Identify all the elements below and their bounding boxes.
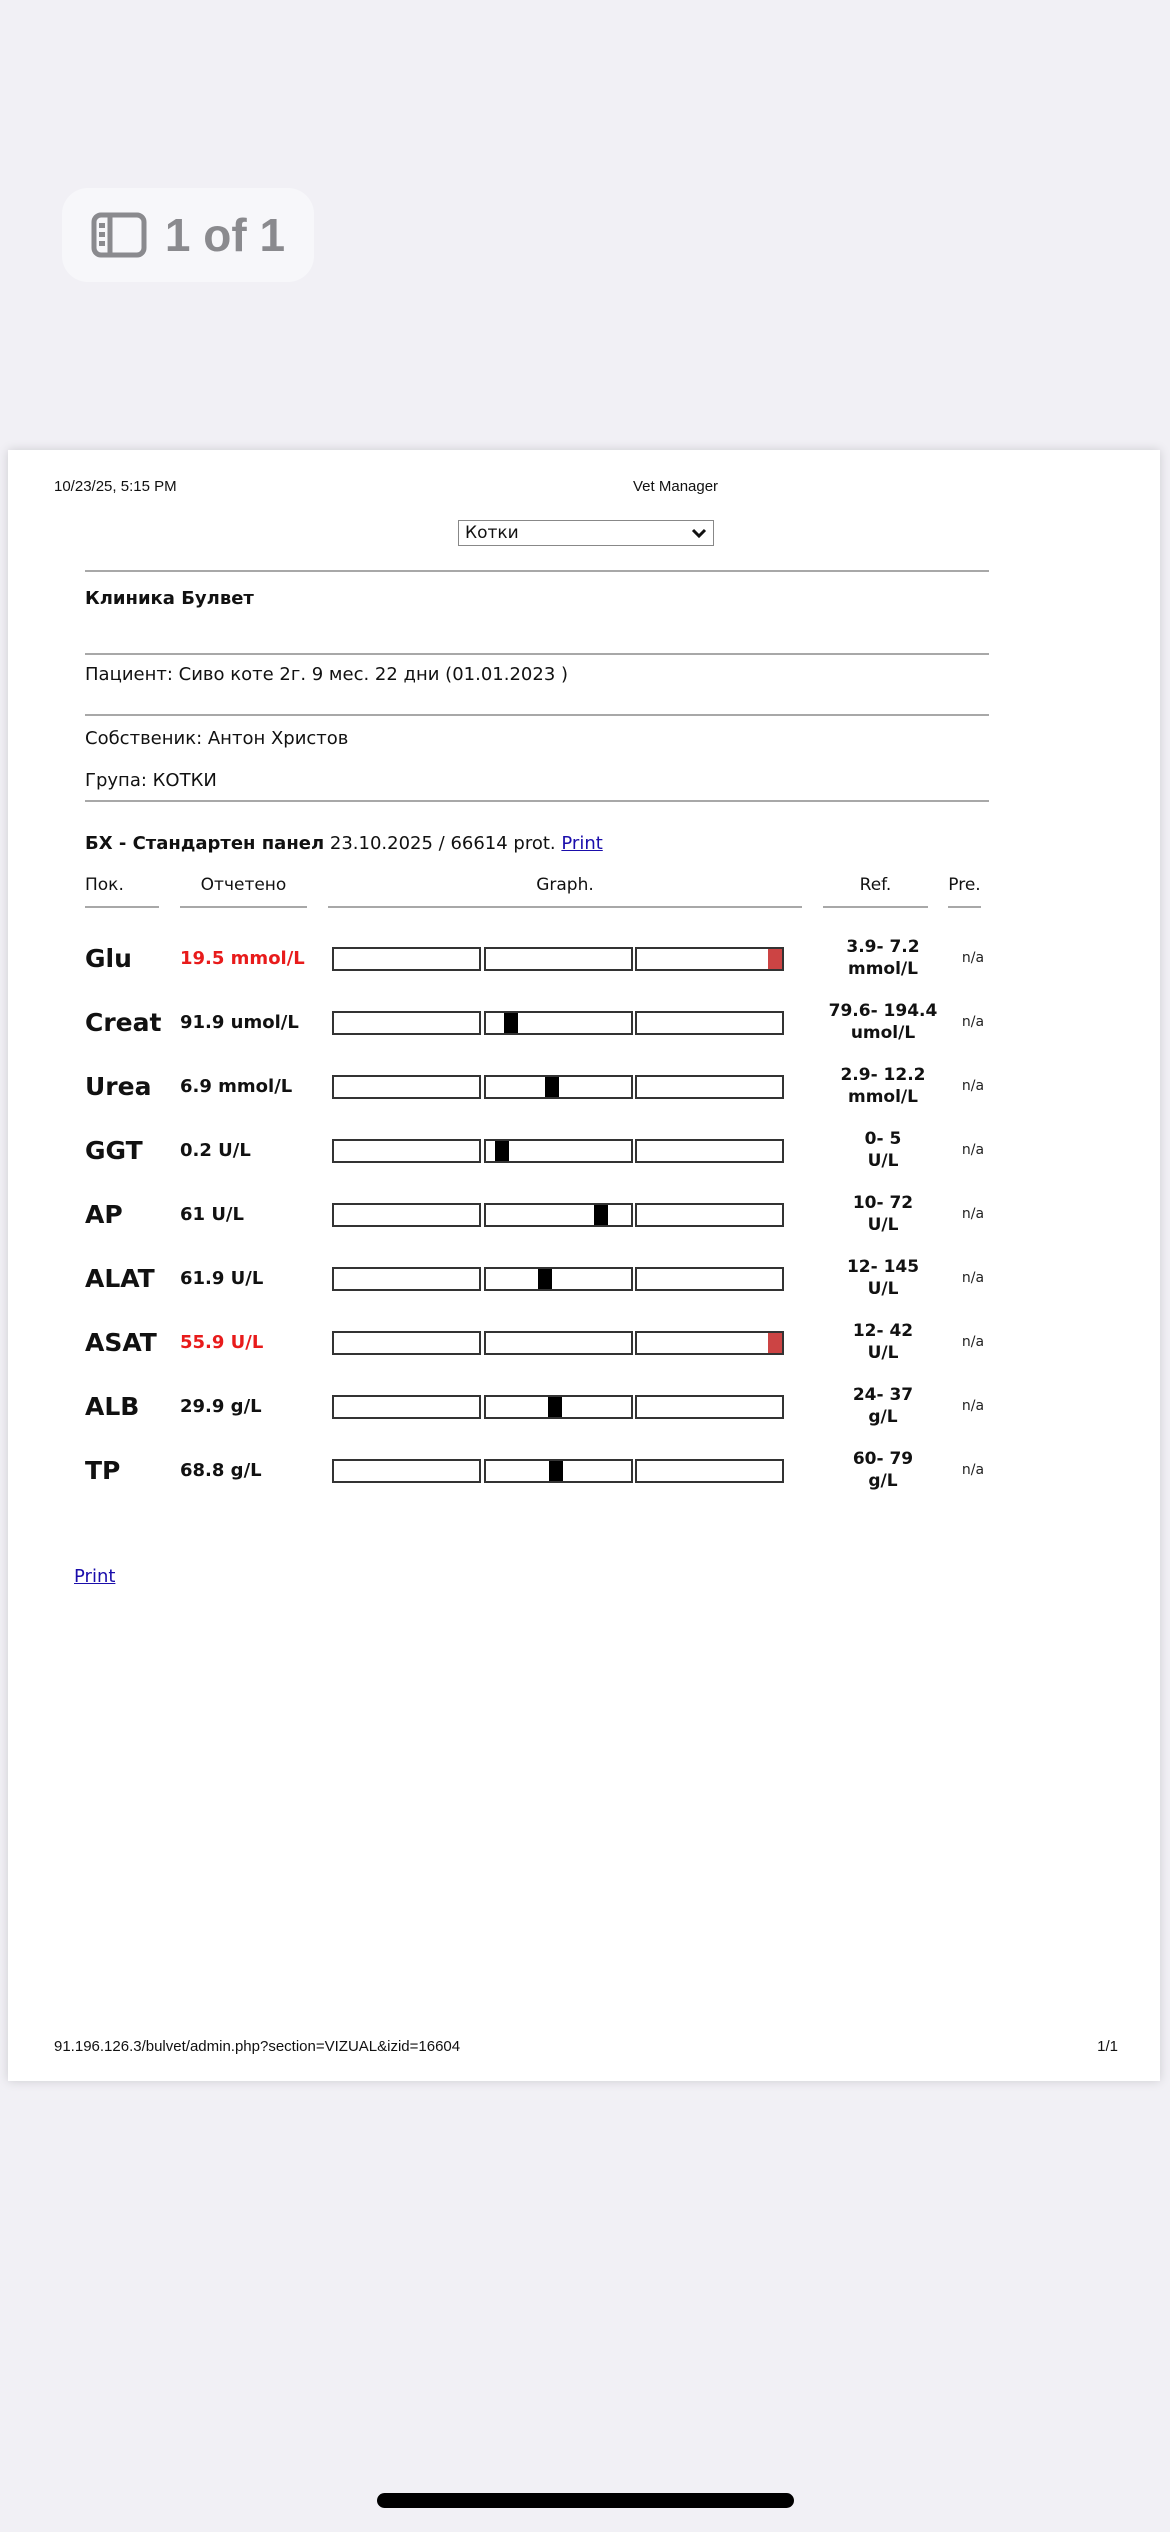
home-indicator[interactable]	[377, 2493, 794, 2508]
graph-high-box	[635, 1075, 784, 1099]
result-value: 61.9 U/L	[180, 1268, 264, 1289]
print-footer-page: 1/1	[1097, 2038, 1118, 2055]
previous-value: n/a	[961, 1398, 985, 1414]
graph-low-box	[332, 1203, 481, 1227]
result-value: 91.9 umol/L	[180, 1012, 299, 1033]
value-marker	[549, 1461, 563, 1481]
indicator-name: ASAT	[85, 1328, 157, 1357]
graph-normal-box	[484, 1011, 633, 1035]
reference-range	[818, 1192, 948, 1236]
column-underline	[180, 906, 307, 908]
reference-range	[818, 1320, 948, 1364]
value-marker	[538, 1269, 552, 1289]
result-value: 61 U/L	[180, 1204, 244, 1225]
indicator-name: TP	[85, 1456, 121, 1485]
reference-range-values: 10- 72	[852, 1193, 914, 1213]
reference-range-values: 3.9- 7.2	[846, 937, 920, 957]
reference-range	[818, 936, 948, 980]
column-underline	[328, 906, 802, 908]
reference-range-unit: mmol/L	[848, 1087, 918, 1107]
reference-range-unit: U/L	[867, 1151, 899, 1171]
species-select-value: Котки	[465, 523, 519, 543]
previous-value: n/a	[961, 1206, 985, 1222]
table-row	[8, 930, 1160, 994]
graph-high-box	[635, 1011, 784, 1035]
column-header-ref: Ref.	[859, 875, 892, 895]
graph-high-box	[635, 1267, 784, 1291]
table-row	[8, 1058, 1160, 1122]
graph-low-box	[332, 1459, 481, 1483]
species-select[interactable]	[458, 520, 714, 546]
graph-high-box	[635, 1139, 784, 1163]
graph-normal-box	[484, 1395, 633, 1419]
graph-low-box	[332, 1395, 481, 1419]
graph-low-box	[332, 1331, 481, 1355]
owner-info: Собственик: Антон Христов	[85, 728, 349, 749]
patient-info: Пациент: Сиво коте 2г. 9 мес. 22 дни (01.01.2023 )	[85, 664, 569, 685]
previous-value: n/a	[961, 1334, 985, 1350]
table-row	[8, 994, 1160, 1058]
previous-value: n/a	[961, 1078, 985, 1094]
indicator-name: ALAT	[85, 1264, 155, 1293]
indicator-name: Glu	[85, 944, 132, 973]
reference-range-values: 24- 37	[852, 1385, 914, 1405]
value-marker	[548, 1397, 562, 1417]
panel-title: БХ - Стандартен панел	[85, 833, 325, 854]
column-header-pre: Pre.	[948, 875, 981, 895]
indicator-name: ALB	[85, 1392, 140, 1421]
reference-range	[818, 1000, 948, 1044]
graph-high-box	[635, 947, 784, 971]
divider	[85, 570, 989, 572]
indicator-name: GGT	[85, 1136, 143, 1165]
column-underline	[85, 906, 159, 908]
result-value: 29.9 g/L	[180, 1396, 262, 1417]
graph-high-box	[635, 1331, 784, 1355]
bottom-print-link[interactable]: Print	[74, 1566, 116, 1587]
graph-normal-box	[484, 1267, 633, 1291]
reference-range-values: 12- 145	[846, 1257, 920, 1277]
page-indicator[interactable]	[62, 188, 314, 282]
divider	[85, 800, 989, 802]
column-underline	[823, 906, 928, 908]
graph-low-box	[332, 1075, 481, 1099]
graph-low-box	[332, 1267, 481, 1291]
graph-low-box	[332, 1011, 481, 1035]
previous-value: n/a	[961, 1270, 985, 1286]
graph-low-box	[332, 1139, 481, 1163]
value-marker	[495, 1141, 509, 1161]
reference-range	[818, 1448, 948, 1492]
graph-normal-box	[484, 1139, 633, 1163]
column-header-result: Отчетено	[200, 875, 287, 895]
print-datetime: 10/23/25, 5:15 PM	[54, 478, 177, 495]
chevron-down-icon	[691, 527, 707, 539]
indicator-name: AP	[85, 1200, 123, 1229]
previous-value: n/a	[961, 950, 985, 966]
reference-range-values: 2.9- 12.2	[840, 1065, 926, 1085]
result-value: 6.9 mmol/L	[180, 1076, 293, 1097]
result-value: 0.2 U/L	[180, 1140, 251, 1161]
reference-range-values: 12- 42	[852, 1321, 914, 1341]
graph-normal-box	[484, 947, 633, 971]
sidebar-icon	[91, 212, 147, 258]
graph-normal-box	[484, 1331, 633, 1355]
value-marker	[545, 1077, 559, 1097]
reference-range	[818, 1384, 948, 1428]
table-row	[8, 1314, 1160, 1378]
indicator-name: Creat	[85, 1008, 162, 1037]
graph-high-box	[635, 1203, 784, 1227]
reference-range	[818, 1128, 948, 1172]
reference-range	[818, 1064, 948, 1108]
value-marker	[504, 1013, 518, 1033]
clinic-name: Клиника Булвет	[85, 588, 254, 609]
graph-normal-box	[484, 1459, 633, 1483]
panel-print-link[interactable]: Print	[561, 833, 603, 854]
table-row	[8, 1378, 1160, 1442]
panel-info: 23.10.2025 / 66614 prot.	[324, 833, 562, 854]
previous-value: n/a	[961, 1014, 985, 1030]
result-value: 68.8 g/L	[180, 1460, 262, 1481]
divider	[85, 714, 989, 716]
group-info: Група: КОТКИ	[85, 770, 217, 791]
graph-low-box	[332, 947, 481, 971]
reference-range-unit: mmol/L	[848, 959, 918, 979]
panel-heading	[85, 833, 603, 854]
reference-range-unit: g/L	[868, 1471, 898, 1491]
previous-value: n/a	[961, 1462, 985, 1478]
reference-range	[818, 1256, 948, 1300]
table-row	[8, 1442, 1160, 1506]
reference-range-values: 60- 79	[852, 1449, 914, 1469]
graph-normal-box	[484, 1075, 633, 1099]
column-underline	[948, 906, 981, 908]
column-header-graph: Graph.	[536, 875, 594, 895]
print-footer-url: 91.196.126.3/bulvet/admin.php?section=VIZUAL&izid=16604	[54, 2038, 461, 2055]
value-marker	[594, 1205, 608, 1225]
result-value: 19.5 mmol/L	[180, 948, 305, 969]
reference-range-values: 0- 5	[864, 1129, 902, 1149]
reference-range-unit: umol/L	[850, 1023, 916, 1043]
previous-value: n/a	[961, 1142, 985, 1158]
column-header-indicator: Пок.	[85, 875, 124, 895]
value-marker	[768, 949, 782, 969]
indicator-name: Urea	[85, 1072, 152, 1101]
table-row	[8, 1250, 1160, 1314]
result-value: 55.9 U/L	[180, 1332, 264, 1353]
print-title: Vet Manager	[633, 478, 719, 495]
printed-page	[8, 450, 1160, 2081]
divider	[85, 653, 989, 655]
graph-high-box	[635, 1459, 784, 1483]
graph-high-box	[635, 1395, 784, 1419]
reference-range-unit: g/L	[868, 1407, 898, 1427]
value-marker	[768, 1333, 782, 1353]
reference-range-unit: U/L	[867, 1215, 899, 1235]
reference-range-unit: U/L	[867, 1279, 899, 1299]
table-row	[8, 1186, 1160, 1250]
reference-range-unit: U/L	[867, 1343, 899, 1363]
table-row	[8, 1122, 1160, 1186]
reference-range-values: 79.6- 194.4	[828, 1001, 938, 1021]
graph-normal-box	[484, 1203, 633, 1227]
page-count: 1 of 1	[164, 209, 286, 261]
